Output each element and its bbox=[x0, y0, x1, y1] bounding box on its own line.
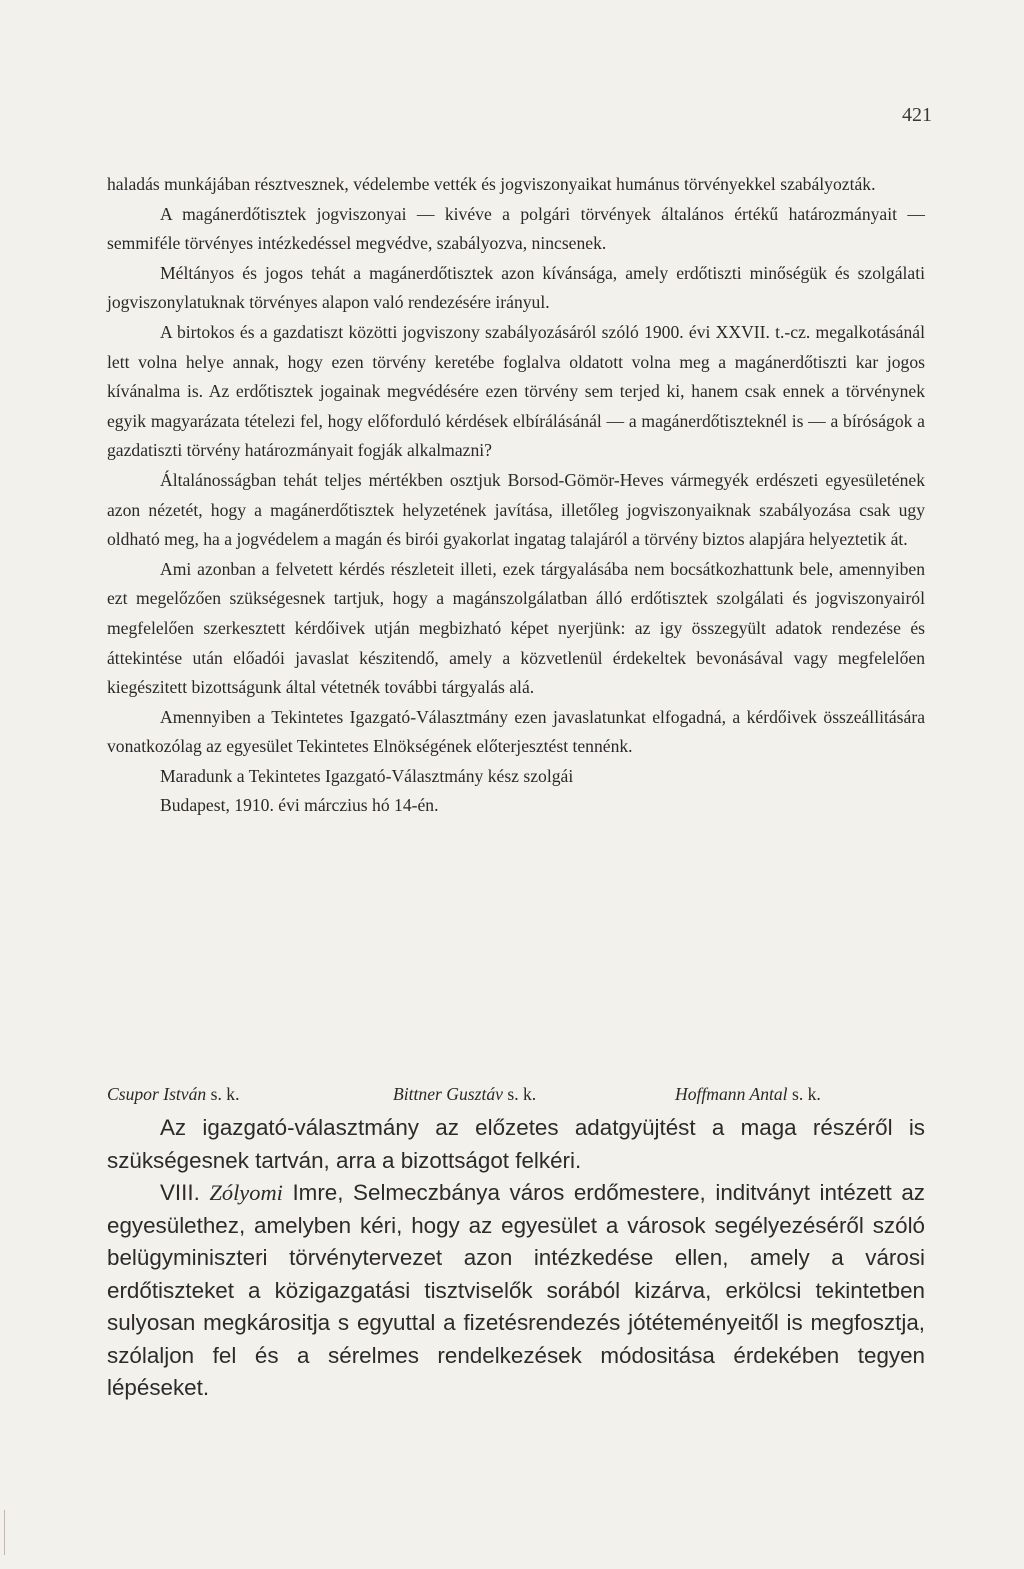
signature-3 bbox=[675, 1079, 821, 1109]
signature-2 bbox=[393, 1079, 536, 1109]
paragraph-2: A magánerdőtisztek jogviszonyai — kivéve a polgári törvények általános értékű határozmányait — semmiféle törvényes intézkedéssel megvédve, szabályozva, nincsenek. bbox=[107, 203, 925, 254]
closing-line: Maradunk a Tekintetes Igazgató-Választmány kész szolgái bbox=[160, 765, 574, 786]
signature-1 bbox=[107, 1079, 239, 1109]
signature-name: Hoffmann Antal bbox=[675, 1084, 788, 1104]
signature-suffix: s. k. bbox=[210, 1084, 240, 1104]
paragraph-5: Általánosságban tehát teljes mértékben osztjuk Borsod-Gömör-Heves vármegyék erdészeti egyesületének azon nézetét, hogy a magánerdőtisztek helyzetének javítása, illetőleg jogviszonyaiknak szabályozása csak ugy oldható meg, ha a jogvédelem a magán és birói gyakorlat ingatag talajáról a törvény biztos alapjára helyeztetik át. bbox=[107, 469, 925, 550]
place-date: Budapest, 1910. évi márczius hó 14-én. bbox=[160, 795, 439, 816]
page-number: 421 bbox=[902, 104, 932, 126]
signature-suffix: s. k. bbox=[791, 1084, 821, 1104]
signature-name: Bittner Gusztáv bbox=[393, 1084, 503, 1104]
item-viii-paragraph bbox=[107, 1177, 925, 1405]
item-person: Zólyomi bbox=[209, 1180, 283, 1205]
minutes-text bbox=[107, 1112, 925, 1405]
resolution-paragraph: Az igazgató-választmány az előzetes adatgyüjtést a maga részéről is szükségesnek tartván, arra a bizottságot felkéri. bbox=[107, 1115, 925, 1173]
letter-body bbox=[107, 170, 925, 821]
paragraph-4: A birtokos és a gazdatiszt közötti jogviszony szabályozásáról szóló 1900. évi XXVII. t.-cz. megalkotásánál lett volna helye annak, hogy ezen törvény keretébe foglalva oldatott volna meg a magánerdőtiszti kar jogos kívánalma is. Az erdőtisztek jogainak megvédésére ezen törvény sem terjed ki, hanem csak ennek a törvénynek egyik magyarázata tételezi fel, hogy előforduló kérdések elbírálásánál — a magánerdőtiszteknél is — a bíróságok a gazdatiszti törvény határozmányait fogják alkalmazni? bbox=[107, 321, 925, 461]
item-text: Imre, Selmeczbánya város erdőmestere, inditványt intézett az egyesülethez, amelyben kéri, hogy az egyesület a városok segélyezéséről szóló belügyminiszteri törvénytervezet azon intézkedése ellen, amely a városi erdőtiszteket a közigazgatási tisztviselők sorából kizárva, erkölcsi tekintetben sulyosan megkárositja s egyuttal a fizetésrendezés jótéteményeitől is megfosztja, szólaljon fel és a sérelmes rendelkezések módositása érdekében tegyen lépéseket. bbox=[107, 1180, 925, 1400]
signature-name: Csupor István bbox=[107, 1084, 207, 1104]
paragraph-1: haladás munkájában résztvesznek, védelembe vették és jogviszonyaikat humánus törvényekkel szabályozták. bbox=[107, 174, 876, 194]
signatures bbox=[107, 1079, 925, 1109]
paragraph-3: Méltányos és jogos tehát a magánerdőtisztek azon kívánsága, amely erdőtiszti minőségük és szolgálati jogviszonylatuknak törvényes alapon való rendezésére irányul. bbox=[107, 262, 925, 313]
signature-suffix: s. k. bbox=[507, 1084, 537, 1104]
paragraph-7: Amennyiben a Tekintetes Igazgató-Választmány ezen javaslatunkat elfogadná, a kérdőivek összeállitására vonatkozólag az egyesület Tekintetes Elnökségének előterjesztést tennénk. bbox=[107, 706, 925, 757]
paragraph-6: Ami azonban a felvetett kérdés részleteit illeti, ezek tárgyalásába nem bocsátkozhattunk bele, amennyiben ezt megelőzően szükségesnek tartjuk, hogy a magánszolgálatban álló erdőtisztek szolgálati és jogviszonyairól megfelelően szerkesztett kérdőivek utján megbizható képet nyerjünk: az igy összegyült adatok rendezése és áttekintése után előadói javaslat készitendő, amely a közvetlenül érdekeltek bevonásával vagy megfelelően kiegészitett bizottságunk által vétetnék további tárgyalás alá. bbox=[107, 558, 925, 698]
scan-margin-mark bbox=[4, 1510, 5, 1555]
item-number: VIII. bbox=[160, 1180, 200, 1205]
